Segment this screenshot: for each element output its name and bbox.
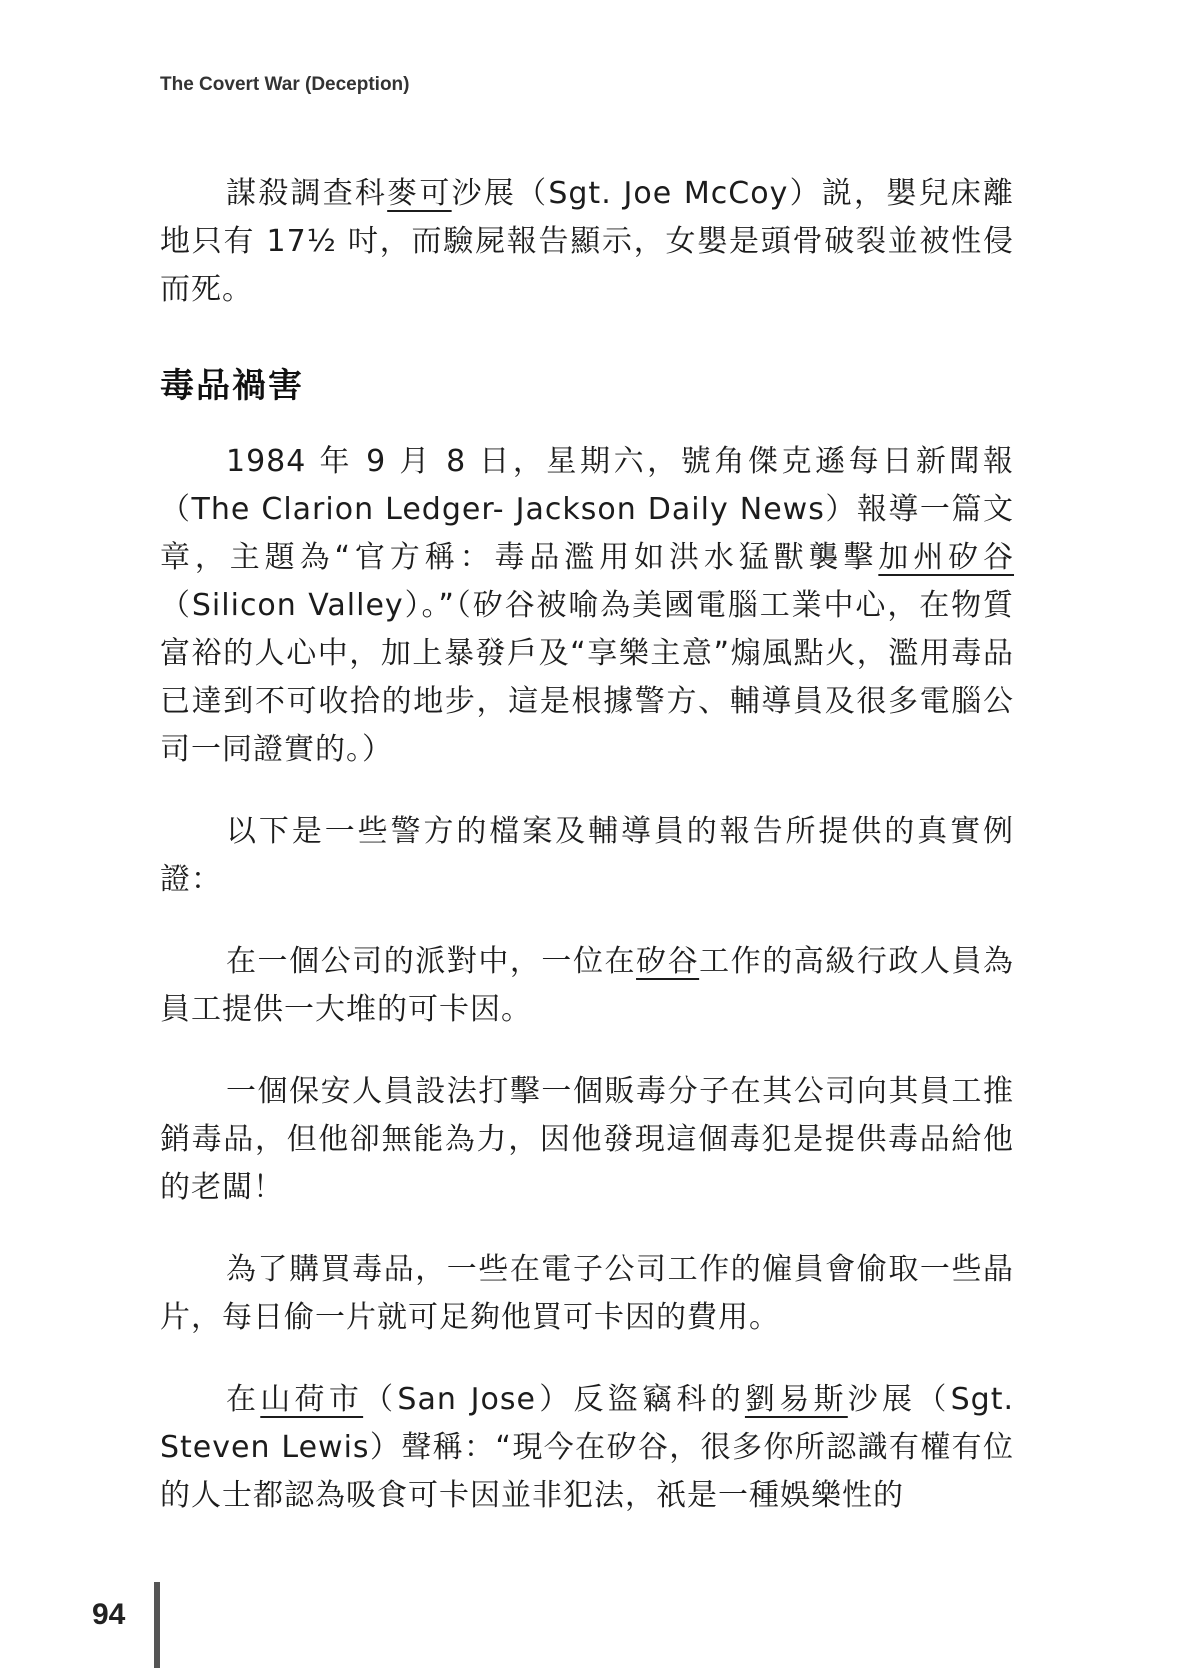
paragraph-san-jose [160, 1376, 1014, 1520]
underlined-name-mccoy: 麥可 [387, 176, 452, 211]
paragraph-clarion-ledger [160, 438, 1014, 774]
paragraph-security-guard: 一個保安人員設法打擊一個販毒分子在其公司向其員工推銷毒品，但他卻無能為力，因他發現這個毒犯是提供毒品給他的老闆！ [160, 1074, 1014, 1205]
text-span: 工作的高級行政人員為員工提供一大堆的可卡因。 [160, 944, 1015, 1027]
underlined-place-silicon-valley-short: 矽谷 [636, 944, 700, 979]
text-span: （Silicon Valley）。”（矽谷被喻為美國電腦工業中心，在物質富裕的人心中，加上暴發戶及“享樂主意”煽風點火，濫用毒品已達到不可收拾的地步，這是根據警方、輔導員及很多電腦公司一同證實的。） [160, 588, 1014, 767]
running-header: The Covert War (Deception) [160, 74, 410, 95]
text-span: 在 [226, 1382, 261, 1417]
text-span: （San Jose）反盜竊科的 [363, 1382, 745, 1417]
underlined-name-lewis: 劉易斯 [744, 1382, 848, 1417]
page-body [160, 170, 1014, 1554]
text-span: 沙展（Sgt. Steven Lewis）聲稱：“現今在矽谷，很多你所認識有權有位的人士都認為吸食可卡因並非犯法，祇是一種娛樂性的 [160, 1382, 1014, 1513]
text-span: 沙展（Sgt. Joe McCoy）説，嬰兒床離地只有 17½ 吋，而驗屍報告顯示，女嬰是頭骨破裂並被性侵而死。 [160, 176, 1014, 307]
text-span: 謀殺調查科 [226, 176, 388, 211]
section-heading: 毒品禍害 [160, 366, 304, 406]
page-number: 94 [92, 1598, 126, 1631]
underlined-place-san-jose: 山荷市 [260, 1382, 364, 1417]
underlined-place-silicon-valley: 加州矽谷 [878, 540, 1015, 575]
text-span: 1984 年 9 月 8 日，星期六，號角傑克遜每日新聞報（The Clarion Ledger- Jackson Daily News）報導一篇文章，主題為“官方稱：毒品濫用如洪水猛獸襲擊 [160, 444, 1014, 575]
paragraph-chip-theft: 為了購買毒品，一些在電子公司工作的僱員會偷取一些晶片，每日偷一片就可足夠他買可卡因的費用。 [160, 1252, 1014, 1335]
paragraph-executive-party [160, 938, 1014, 1034]
text-span: 在一個公司的派對中，一位在 [226, 944, 637, 979]
paragraph-mccoy [160, 170, 1014, 314]
page-number-rule [154, 1582, 160, 1668]
paragraph-examples-intro: 以下是一些警方的檔案及輔導員的報告所提供的真實例證： [160, 814, 1014, 897]
